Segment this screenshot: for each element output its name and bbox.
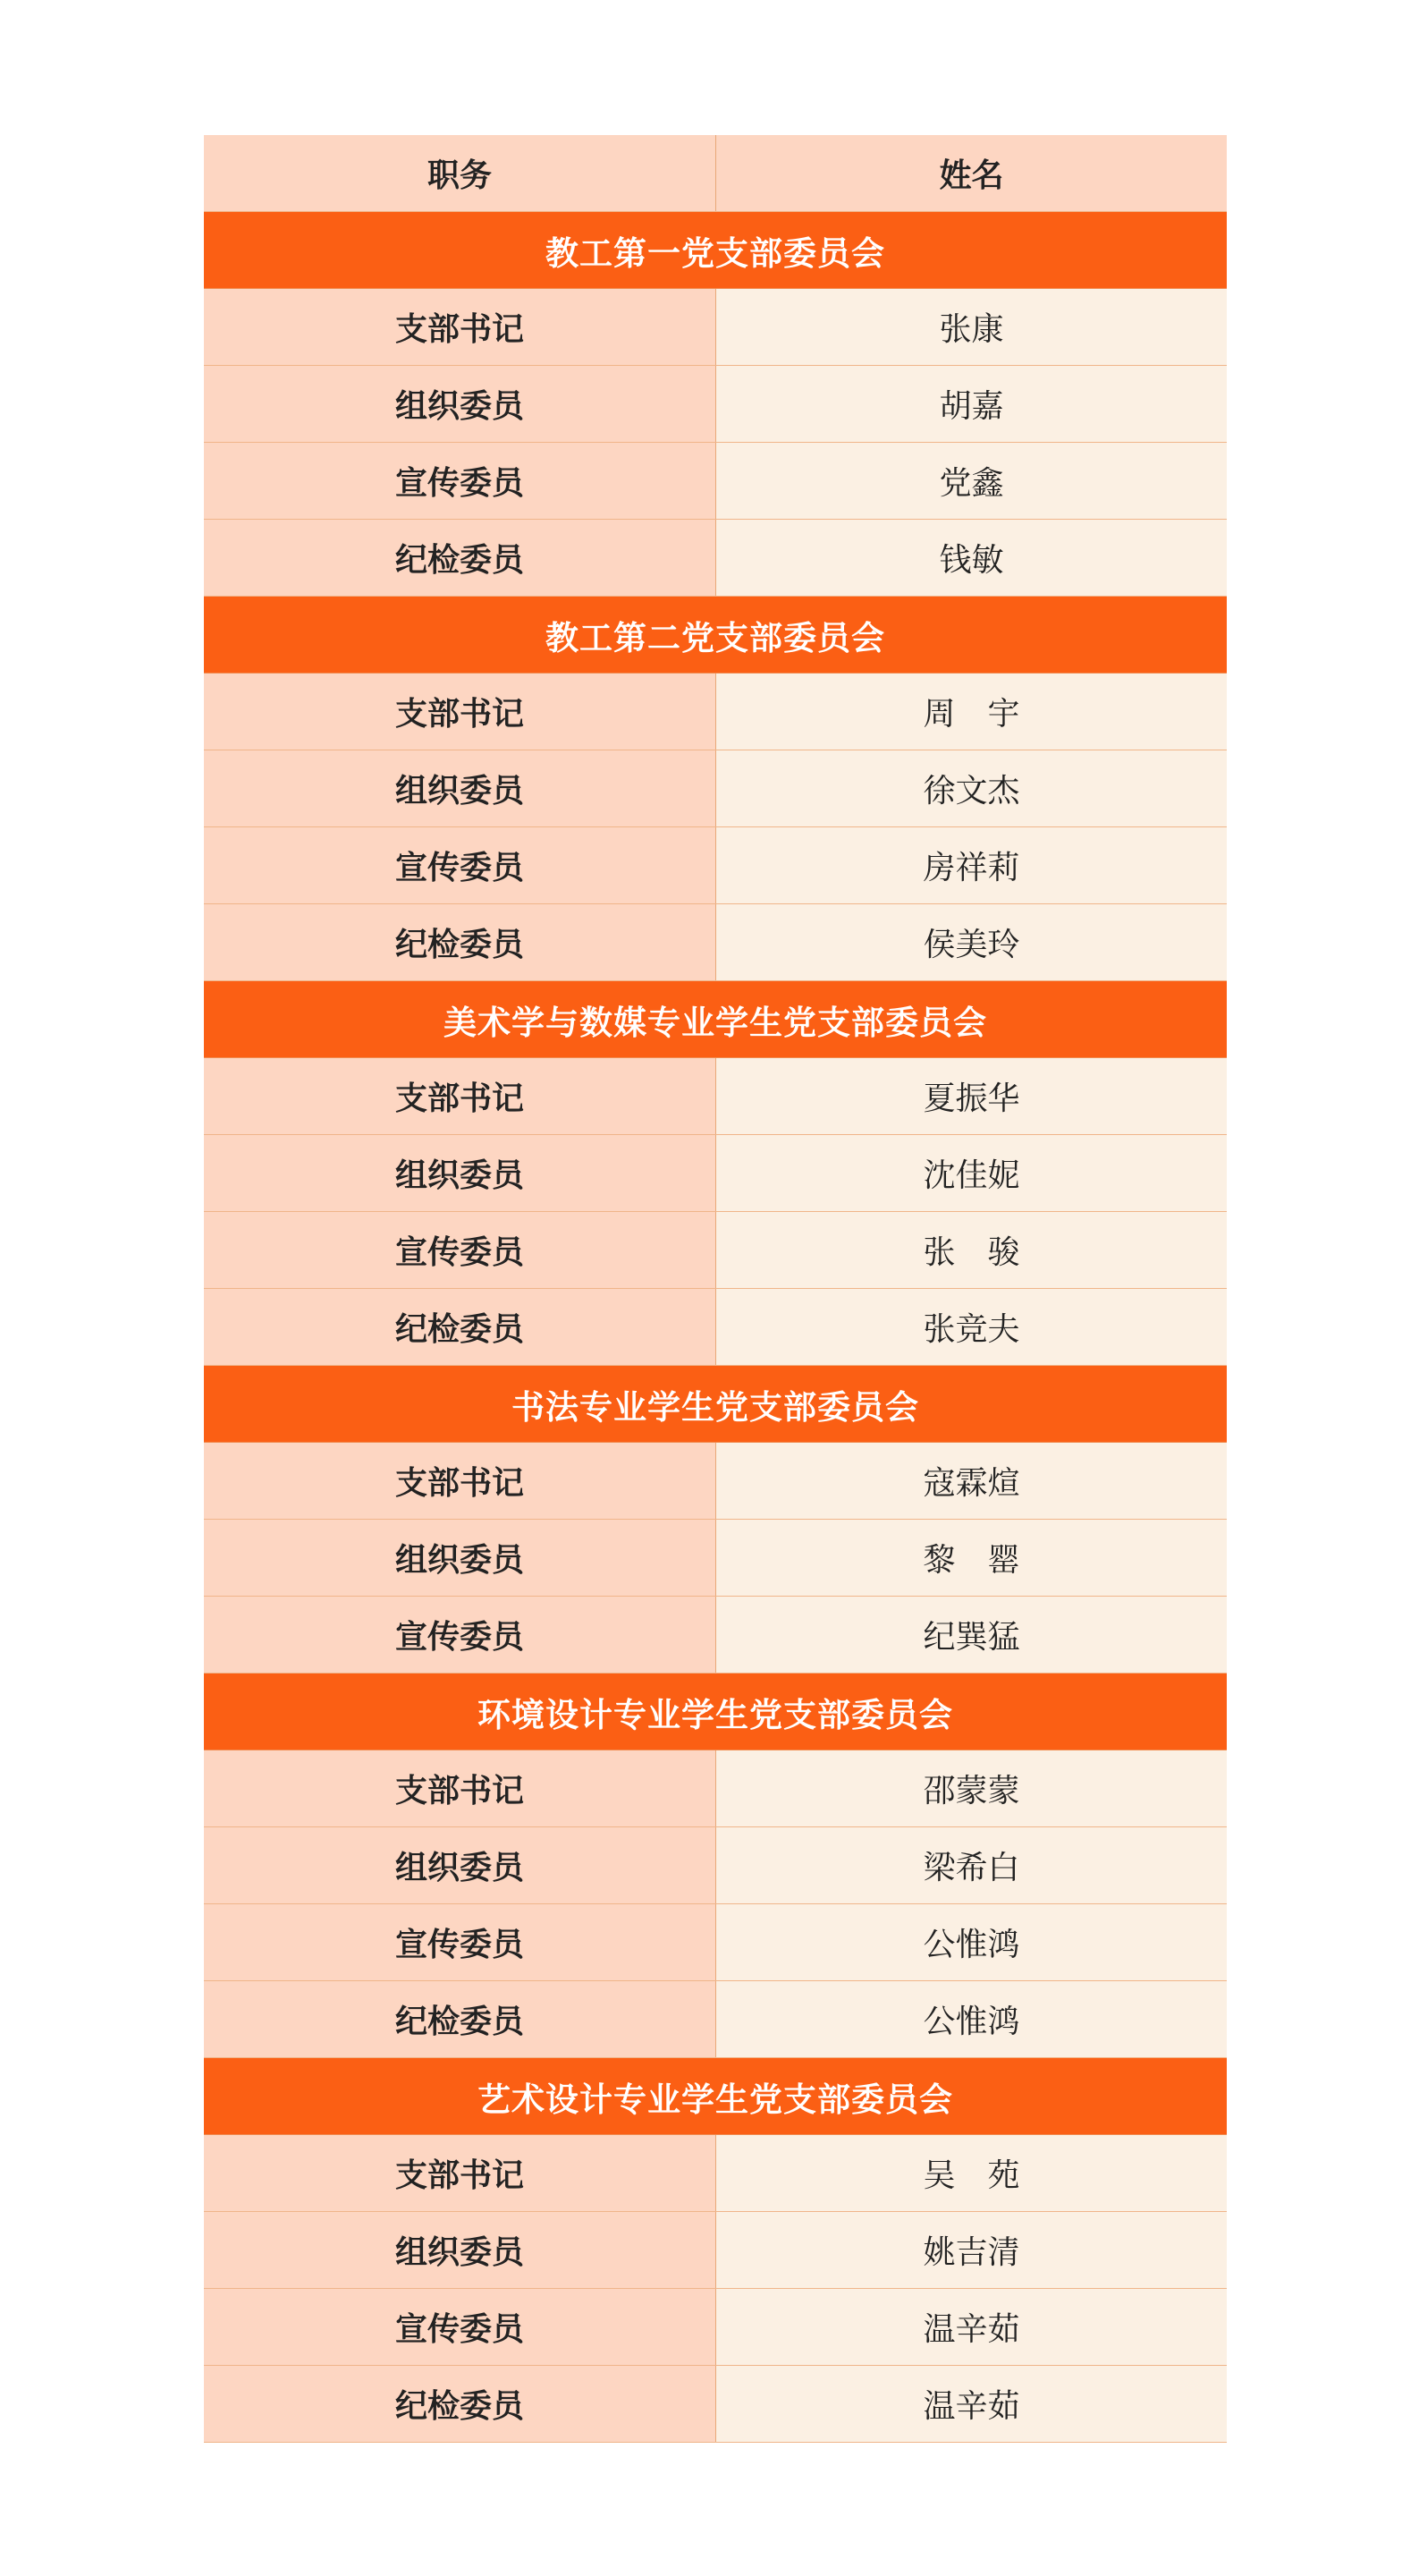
name-cell: 温辛茹 [716,2289,1227,2365]
table-row [204,1750,1227,1827]
section-header [204,1366,1227,1443]
table-row [204,827,1227,904]
section-title: 环境设计专业学生党支部委员会 [477,1694,953,1734]
name-cell: 夏振华 [716,1058,1227,1134]
name-cell: 邵蒙蒙 [716,1750,1227,1826]
table-row [204,2212,1227,2289]
table-row [204,1212,1227,1289]
role-cell: 纪检委员 [204,904,716,980]
role-cell: 宣传委员 [204,2289,716,2365]
name-cell: 吴 苑 [716,2135,1227,2211]
name-cell: 张康 [716,289,1227,365]
section-title: 美术学与数媒专业学生党支部委员会 [443,1002,987,1042]
section-title: 艺术设计专业学生党支部委员会 [477,2079,953,2119]
committee-table [204,135,1227,2443]
name-cell: 房祥莉 [716,827,1227,903]
header-role: 职务 [204,135,716,211]
table-row [204,904,1227,981]
table-row [204,2366,1227,2443]
table-row [204,1597,1227,1674]
table-row [204,520,1227,597]
role-cell: 组织委员 [204,2212,716,2288]
name-cell: 梁希白 [716,1827,1227,1903]
table-row [204,2135,1227,2212]
table-row [204,1904,1227,1981]
role-cell: 支部书记 [204,2135,716,2211]
role-cell: 支部书记 [204,1443,716,1519]
name-cell: 胡嘉 [716,366,1227,442]
section-title: 教工第一党支部委员会 [545,233,885,273]
role-cell: 宣传委员 [204,827,716,903]
section-header [204,2058,1227,2135]
name-cell: 沈佳妮 [716,1135,1227,1211]
role-cell: 支部书记 [204,1058,716,1134]
name-cell: 张竞夫 [716,1289,1227,1365]
role-cell: 纪检委员 [204,520,716,596]
name-cell: 张 骏 [716,1212,1227,1288]
role-cell: 宣传委员 [204,1904,716,1980]
table-row [204,1443,1227,1520]
name-cell: 寇霖煊 [716,1443,1227,1519]
role-cell: 宣传委员 [204,1597,716,1673]
name-cell: 温辛茹 [716,2366,1227,2442]
table-row [204,1135,1227,1212]
section-title: 书法专业学生党支部委员会 [511,1386,919,1427]
table-row [204,674,1227,750]
role-cell: 支部书记 [204,674,716,750]
section-title: 教工第二党支部委员会 [545,617,885,657]
table-body [204,212,1227,2443]
role-cell: 纪检委员 [204,2366,716,2442]
role-cell: 组织委员 [204,750,716,826]
table-row [204,1981,1227,2058]
table-row [204,289,1227,366]
role-cell: 组织委员 [204,1520,716,1596]
role-cell: 纪检委员 [204,1981,716,2057]
role-cell: 组织委员 [204,366,716,442]
name-cell: 公惟鸿 [716,1904,1227,1980]
name-cell: 黎 罂 [716,1520,1227,1596]
role-cell: 支部书记 [204,289,716,365]
role-cell: 宣传委员 [204,1212,716,1288]
table-row [204,1289,1227,1366]
table-row [204,1058,1227,1135]
table-header-row [204,135,1227,212]
table-row [204,366,1227,443]
name-cell: 党鑫 [716,443,1227,519]
name-cell: 周 宇 [716,674,1227,750]
table-row [204,750,1227,827]
section-header [204,1674,1227,1750]
role-cell: 纪检委员 [204,1289,716,1365]
section-header [204,212,1227,289]
name-cell: 徐文杰 [716,750,1227,826]
name-cell: 姚吉清 [716,2212,1227,2288]
name-cell: 侯美玲 [716,904,1227,980]
name-cell: 公惟鸿 [716,1981,1227,2057]
table-row [204,443,1227,520]
name-cell: 纪巽猛 [716,1597,1227,1673]
role-cell: 宣传委员 [204,443,716,519]
section-header [204,981,1227,1058]
name-cell: 钱敏 [716,520,1227,596]
role-cell: 组织委员 [204,1135,716,1211]
table-row [204,2289,1227,2366]
role-cell: 支部书记 [204,1750,716,1826]
role-cell: 组织委员 [204,1827,716,1903]
header-name: 姓名 [716,135,1227,211]
section-header [204,597,1227,674]
table-row [204,1827,1227,1904]
table-row [204,1520,1227,1597]
